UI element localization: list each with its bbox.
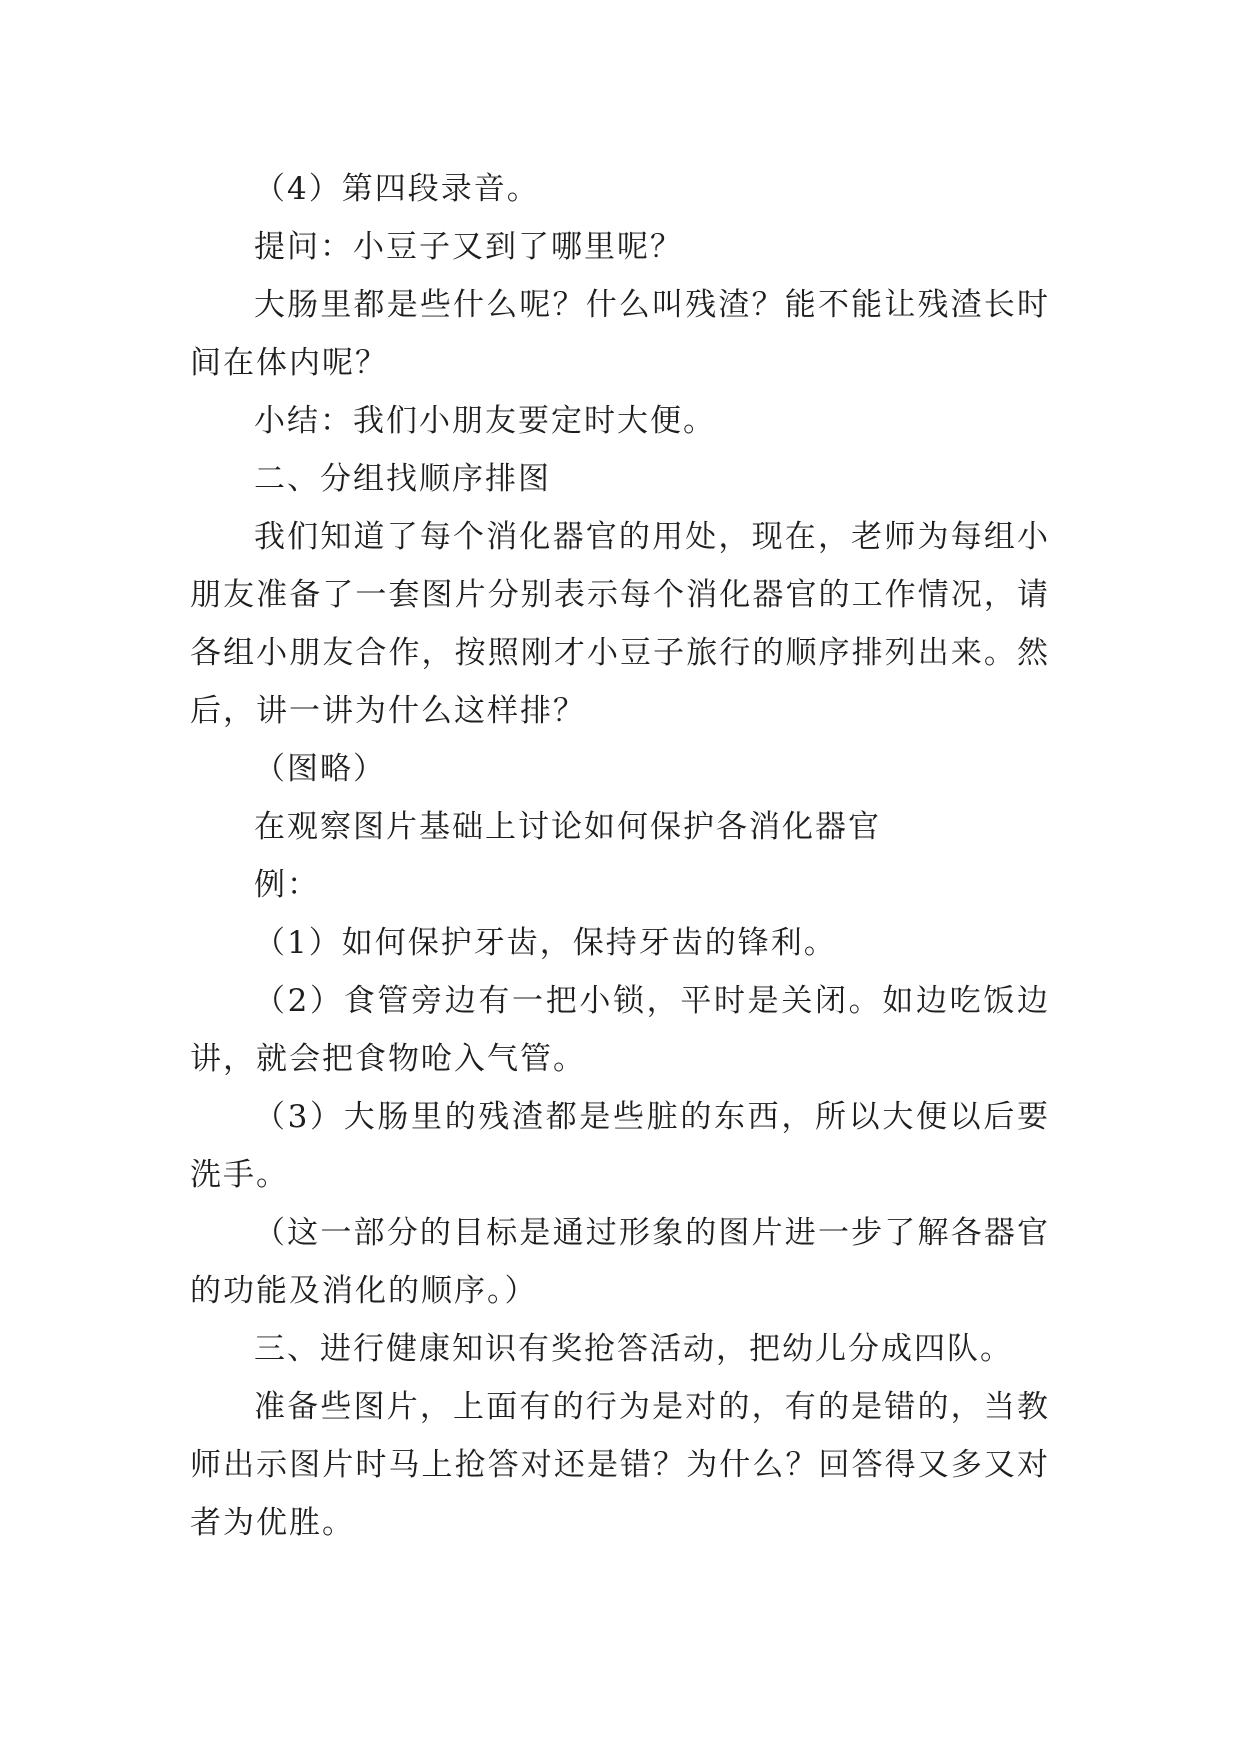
paragraph-example: 例： [254,867,320,903]
document-body [190,160,1050,1552]
section-heading-2: 二、分组找顺序排图 [254,461,551,497]
list-item-2: （2）食管旁边有一把小锁，平时是关闭。如边吃饭边讲，就会把食物呛入气管。 [190,983,1050,1077]
paragraph-large-intestine: 大肠里都是些什么呢？什么叫残渣？能不能让残渣长时间在体内呢？ [190,287,1050,381]
paragraph-question: 提问：小豆子又到了哪里呢？ [254,229,683,265]
paragraph-goal-note: （这一部分的目标是通过形象的图片进一步了解各器官的功能及消化的顺序。） [190,1215,1050,1309]
paragraph-summary: 小结：我们小朋友要定时大便。 [254,403,716,439]
list-item-3: （3）大肠里的残渣都是些脏的东西，所以大便以后要洗手。 [190,1099,1050,1193]
paragraph-discussion: 在观察图片基础上讨论如何保护各消化器官 [254,809,881,845]
list-item-1: （1）如何保护牙齿，保持牙齿的锋利。 [254,925,837,961]
section-heading-3: 三、进行健康知识有奖抢答活动，把幼儿分成四队。 [254,1331,1013,1367]
paragraph-recording-4: （4）第四段录音。 [254,171,540,207]
paragraph-quiz: 准备些图片，上面有的行为是对的，有的是错的，当教师出示图片时马上抢答对还是错？为什么？回答得又多又对者为优胜。 [190,1389,1050,1541]
paragraph-group-task: 我们知道了每个消化器官的用处，现在，老师为每组小朋友准备了一套图片分别表示每个消化器官的工作情况，请各组小朋友合作，按照刚才小豆子旅行的顺序排列出来。然后，讲一讲为什么这样排？ [190,519,1050,729]
paragraph-figure-omitted: （图略） [254,751,386,787]
